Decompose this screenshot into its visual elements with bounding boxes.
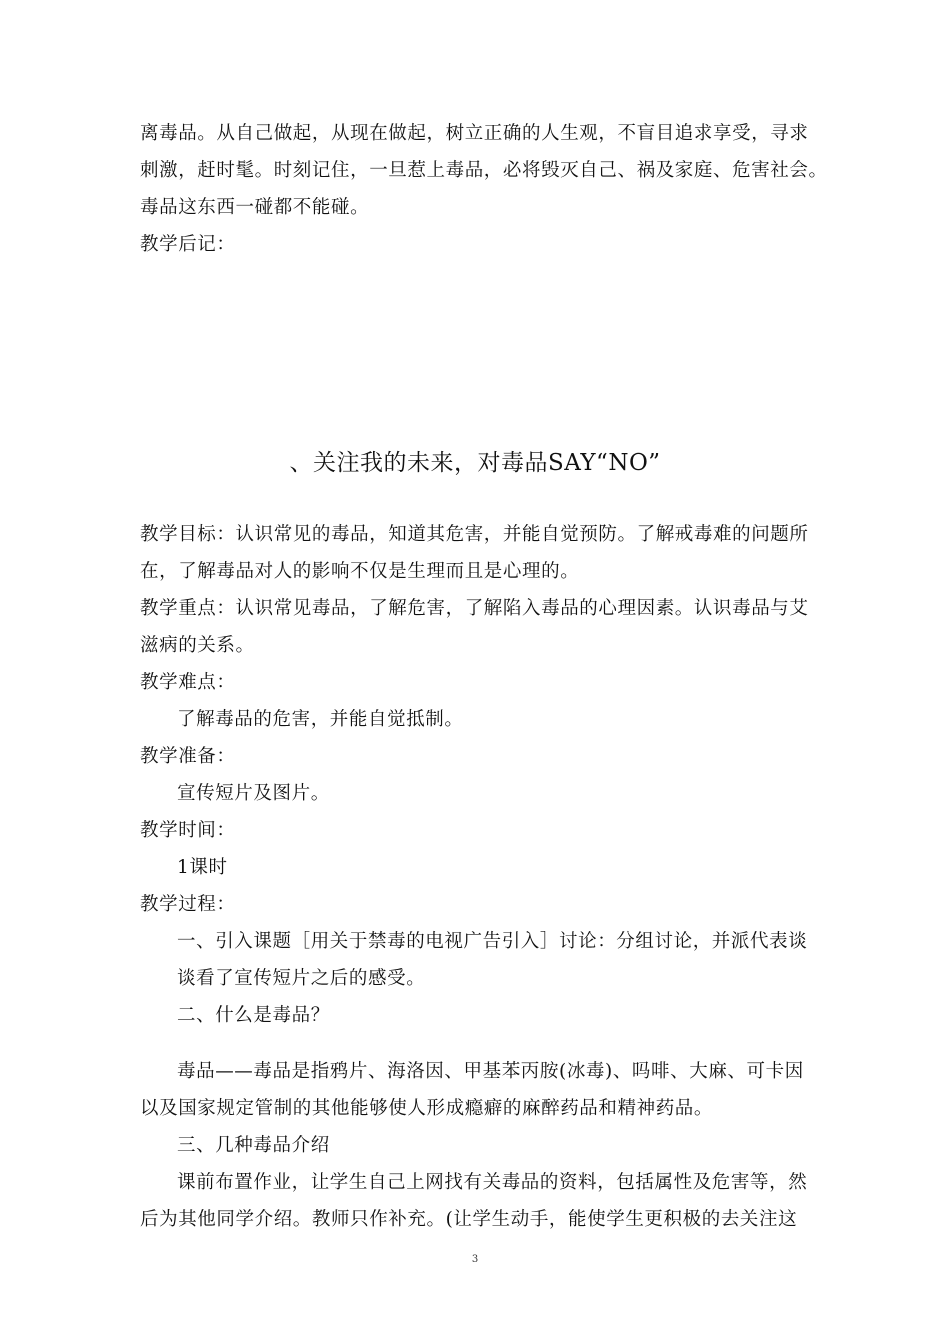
preparation-text: 宣传短片及图片。 xyxy=(177,783,330,804)
homework-line: 课前布置作业，让学生自己上网找有关毒品的资料，包括属性及危害等，然 xyxy=(177,1172,808,1193)
homework-line: 后为其他同学介绍。教师只作补充。(让学生动手，能使学生更积极的去关注这 xyxy=(140,1209,798,1230)
focus-line: 教学重点：认识常见毒品，了解危害，了解陷入毒品的心理因素。认识毒品与艾 xyxy=(140,598,809,619)
paragraph-line: 离毒品。从自己做起，从现在做起，树立正确的人生观，不盲目追求享受，寻求 xyxy=(140,123,809,144)
process-label: 教学过程： xyxy=(140,894,236,915)
paragraph-line: 毒品这东西一碰都不能碰。 xyxy=(140,197,370,218)
section-title: 、关注我的未来，对毒品SAY“NO” xyxy=(289,450,661,476)
focus-line: 滋病的关系。 xyxy=(140,635,255,656)
drug-definition-line: 毒品——毒品是指鸦片、海洛因、甲基苯丙胺(冰毒)、吗啡、大麻、可卡因 xyxy=(177,1061,804,1082)
time-text: 1课时 xyxy=(177,857,228,878)
drug-definition-line: 以及国家规定管制的其他能够使人形成瘾癖的麻醉药品和精神药品。 xyxy=(140,1098,714,1119)
paragraph-line: 刺激，赶时髦。时刻记住，一旦惹上毒品，必将毁灭自己、祸及家庭、危害社会。 xyxy=(140,160,828,181)
step-one-line: 谈看了宣传短片之后的感受。 xyxy=(177,968,426,989)
difficulty-text: 了解毒品的危害，并能自觉抵制。 xyxy=(177,709,464,730)
step-two-heading: 二、什么是毒品？ xyxy=(177,1005,330,1026)
step-one-line: 一、引入课题［用关于禁毒的电视广告引入］讨论：分组讨论，并派代表谈 xyxy=(177,931,808,952)
difficulty-label: 教学难点： xyxy=(140,672,236,693)
step-three-heading: 三、几种毒品介绍 xyxy=(177,1135,330,1156)
page-number: 3 xyxy=(471,1254,479,1265)
objective-line: 在，了解毒品对人的影响不仅是生理而且是心理的。 xyxy=(140,561,580,582)
teaching-notes-label: 教学后记： xyxy=(140,234,236,255)
objective-line: 教学目标：认识常见的毒品，知道其危害，并能自觉预防。了解戒毒难的问题所 xyxy=(140,524,809,545)
preparation-label: 教学准备： xyxy=(140,746,236,767)
time-label: 教学时间： xyxy=(140,820,236,841)
